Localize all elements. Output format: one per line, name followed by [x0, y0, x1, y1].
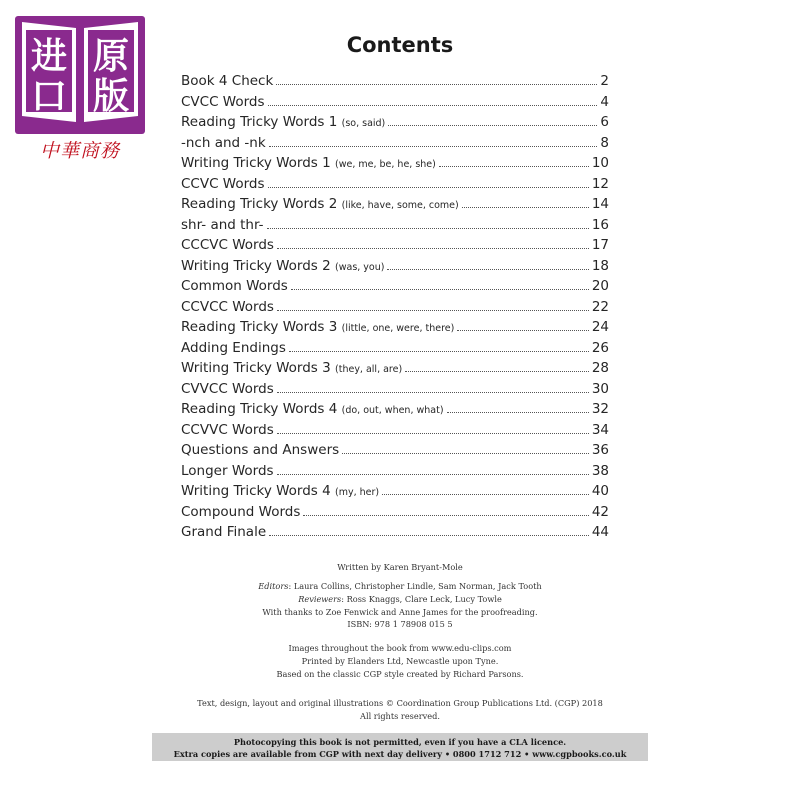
- toc-entry-subtitle: (they, all, are): [335, 364, 403, 375]
- logo-caption: 中華商務: [39, 140, 120, 162]
- dot-leader: [405, 371, 589, 372]
- style-line: Based on the classic CGP style created by Richard Parsons.: [276, 668, 524, 679]
- toc-entry: [181, 196, 609, 217]
- toc-entry-title: Questions and Answers: [181, 442, 340, 458]
- toc-entry-page: 36: [591, 442, 609, 458]
- toc-entry-subtitle: (like, have, some, come): [341, 200, 459, 211]
- toc-entry-page: 16: [591, 216, 609, 233]
- thanks-line: With thanks to Zoe Fenwick and Anne James for the proofreading.: [262, 606, 538, 617]
- toc-entry: [181, 319, 609, 340]
- toc-entry: [181, 483, 609, 504]
- toc-entry-page: 20: [591, 278, 609, 294]
- toc-entry: [181, 217, 609, 238]
- toc-entry-page: 28: [591, 360, 609, 376]
- dot-leader: [387, 269, 588, 270]
- toc-entry-page: 2: [600, 73, 609, 89]
- toc-entry-subtitle: (so, said): [341, 118, 386, 129]
- toc-entry: [181, 278, 609, 299]
- toc-entry-page: 32: [591, 401, 609, 417]
- page-title: Contents: [346, 33, 454, 57]
- rights-line: All rights reserved.: [360, 710, 440, 721]
- toc-entry-page: 34: [591, 421, 609, 438]
- dot-leader: [277, 433, 589, 434]
- toc-entry-page: 30: [591, 380, 609, 397]
- dot-leader: [342, 453, 589, 454]
- printer-line: Printed by Elanders Ltd, Newcastle upon Tyne.: [301, 655, 499, 666]
- copyright-line: Text, design, layout and original illustrations © Coordination Group Publications Ltd. (CGP) 2018: [197, 698, 603, 708]
- toc-entry-title: Reading Tricky Words 3 (little, one, were, there): [181, 319, 455, 335]
- toc-entry-title: Reading Tricky Words 4 (do, out, when, what): [181, 401, 444, 417]
- toc-entry-title: CCVCC Words: [181, 298, 274, 315]
- toc-entry-page: 8: [600, 134, 609, 151]
- toc-entry-title: Writing Tricky Words 1 (we, me, be, he, she): [181, 155, 436, 171]
- isbn-line: ISBN: 978 1 78908 015 5: [347, 619, 453, 630]
- dot-leader: [277, 248, 589, 249]
- dot-leader: [277, 474, 589, 475]
- toc-entry-page: 17: [591, 237, 609, 253]
- toc-entry-page: 10: [591, 155, 609, 171]
- toc-entry: [181, 463, 609, 484]
- photocopy-notice: Photocopying this book is not permitted, even if you have a CLA licence.: [233, 737, 567, 747]
- dot-leader: [268, 187, 589, 188]
- toc-entry-page: 26: [591, 339, 609, 356]
- toc-entry-title: Writing Tricky Words 2 (was, you): [181, 257, 385, 274]
- toc-entry: [181, 360, 609, 381]
- toc-entry: [181, 524, 609, 545]
- dot-leader: [276, 84, 597, 85]
- dot-leader: [277, 392, 589, 393]
- logo-char-4: 版: [92, 76, 130, 117]
- toc-entry: [181, 237, 609, 258]
- toc-entry: [181, 299, 609, 320]
- toc-entry-subtitle: (my, her): [335, 487, 380, 498]
- toc-entry-page: 4: [600, 93, 609, 110]
- toc-entry-title: Grand Finale: [181, 524, 267, 540]
- toc-entry-page: 12: [591, 175, 609, 192]
- contents-list: [181, 73, 609, 545]
- toc-entry: [181, 73, 609, 94]
- toc-entry-page: 6: [600, 114, 609, 130]
- editors-line: Editors: Laura Collins, Christopher Lindle, Sam Norman, Jack Tooth: [258, 581, 542, 591]
- logo-char-1: 进: [30, 36, 68, 77]
- dot-leader: [439, 166, 589, 167]
- dot-leader: [267, 228, 589, 229]
- copies-notice: Extra copies are available from CGP with next day delivery • 0800 1712 712 • www.cgpbooks.co.uk: [173, 749, 627, 759]
- author-credit: Written by Karen Bryant-Mole: [337, 562, 463, 572]
- dot-leader: [462, 207, 589, 208]
- copyright-notice: [0, 697, 800, 723]
- dot-leader: [447, 412, 589, 413]
- dot-leader: [388, 125, 597, 126]
- editorial-credits: [0, 580, 800, 631]
- toc-entry-subtitle: (little, one, were, there): [341, 323, 455, 334]
- dot-leader: [382, 494, 589, 495]
- toc-entry-title: Compound Words: [181, 503, 301, 520]
- dot-leader: [277, 310, 589, 311]
- toc-entry: [181, 401, 609, 422]
- toc-entry: [181, 504, 609, 525]
- toc-entry-page: 38: [591, 462, 609, 479]
- toc-entry-title: Writing Tricky Words 3 (they, all, are): [181, 360, 403, 376]
- toc-entry-page: 14: [591, 196, 609, 212]
- toc-entry: [181, 114, 609, 135]
- toc-entry-page: 40: [591, 483, 609, 499]
- toc-entry-page: 42: [591, 503, 609, 520]
- toc-entry-title: -nch and -nk: [181, 134, 266, 151]
- toc-entry-title: CCCVC Words: [181, 237, 274, 253]
- toc-entry-title: Longer Words: [181, 462, 274, 479]
- toc-entry-page: 44: [591, 524, 609, 540]
- toc-entry-title: CVCC Words: [181, 93, 265, 110]
- toc-entry-title: Adding Endings: [181, 339, 286, 356]
- toc-entry: [181, 94, 609, 115]
- toc-entry-title: Reading Tricky Words 2 (like, have, some, come): [181, 196, 459, 212]
- dot-leader: [269, 146, 598, 147]
- images-line: Images throughout the book from www.edu-clips.com: [288, 643, 512, 653]
- logo-char-3: 口: [30, 76, 68, 117]
- toc-entry-subtitle: (was, you): [335, 261, 385, 273]
- toc-entry: [181, 135, 609, 156]
- toc-entry-title: Writing Tricky Words 4 (my, her): [181, 483, 380, 499]
- toc-entry: [181, 340, 609, 361]
- logo-char-2: 原: [92, 36, 130, 77]
- dot-leader: [289, 351, 589, 352]
- toc-entry: [181, 422, 609, 443]
- toc-entry-subtitle: (we, me, be, he, she): [335, 159, 436, 170]
- photocopy-notice-bar: [152, 733, 648, 761]
- toc-entry: [181, 258, 609, 279]
- toc-entry-title: CVVCC Words: [181, 380, 274, 397]
- dot-leader: [291, 289, 589, 290]
- toc-entry-page: 24: [591, 319, 609, 335]
- dot-leader: [269, 535, 589, 536]
- toc-entry-page: 22: [591, 298, 609, 315]
- toc-entry-title: CCVC Words: [181, 175, 265, 192]
- toc-entry-title: shr- and thr-: [181, 216, 264, 233]
- dot-leader: [457, 330, 588, 331]
- toc-entry: [181, 176, 609, 197]
- toc-entry: [181, 442, 609, 463]
- toc-entry-title: CCVVC Words: [181, 421, 274, 438]
- toc-entry-title: Common Words: [181, 278, 288, 294]
- reviewers-line: Reviewers: Ross Knaggs, Clare Leck, Lucy Towle: [298, 593, 502, 604]
- toc-entry-title: Book 4 Check: [181, 73, 274, 89]
- toc-entry-title: Reading Tricky Words 1 (so, said): [181, 114, 386, 130]
- production-credits: [0, 642, 800, 680]
- toc-entry: [181, 155, 609, 176]
- toc-entry-subtitle: (do, out, when, what): [341, 405, 444, 416]
- toc-entry-page: 18: [591, 257, 609, 274]
- dot-leader: [303, 515, 588, 516]
- toc-entry: [181, 381, 609, 402]
- dot-leader: [268, 105, 598, 106]
